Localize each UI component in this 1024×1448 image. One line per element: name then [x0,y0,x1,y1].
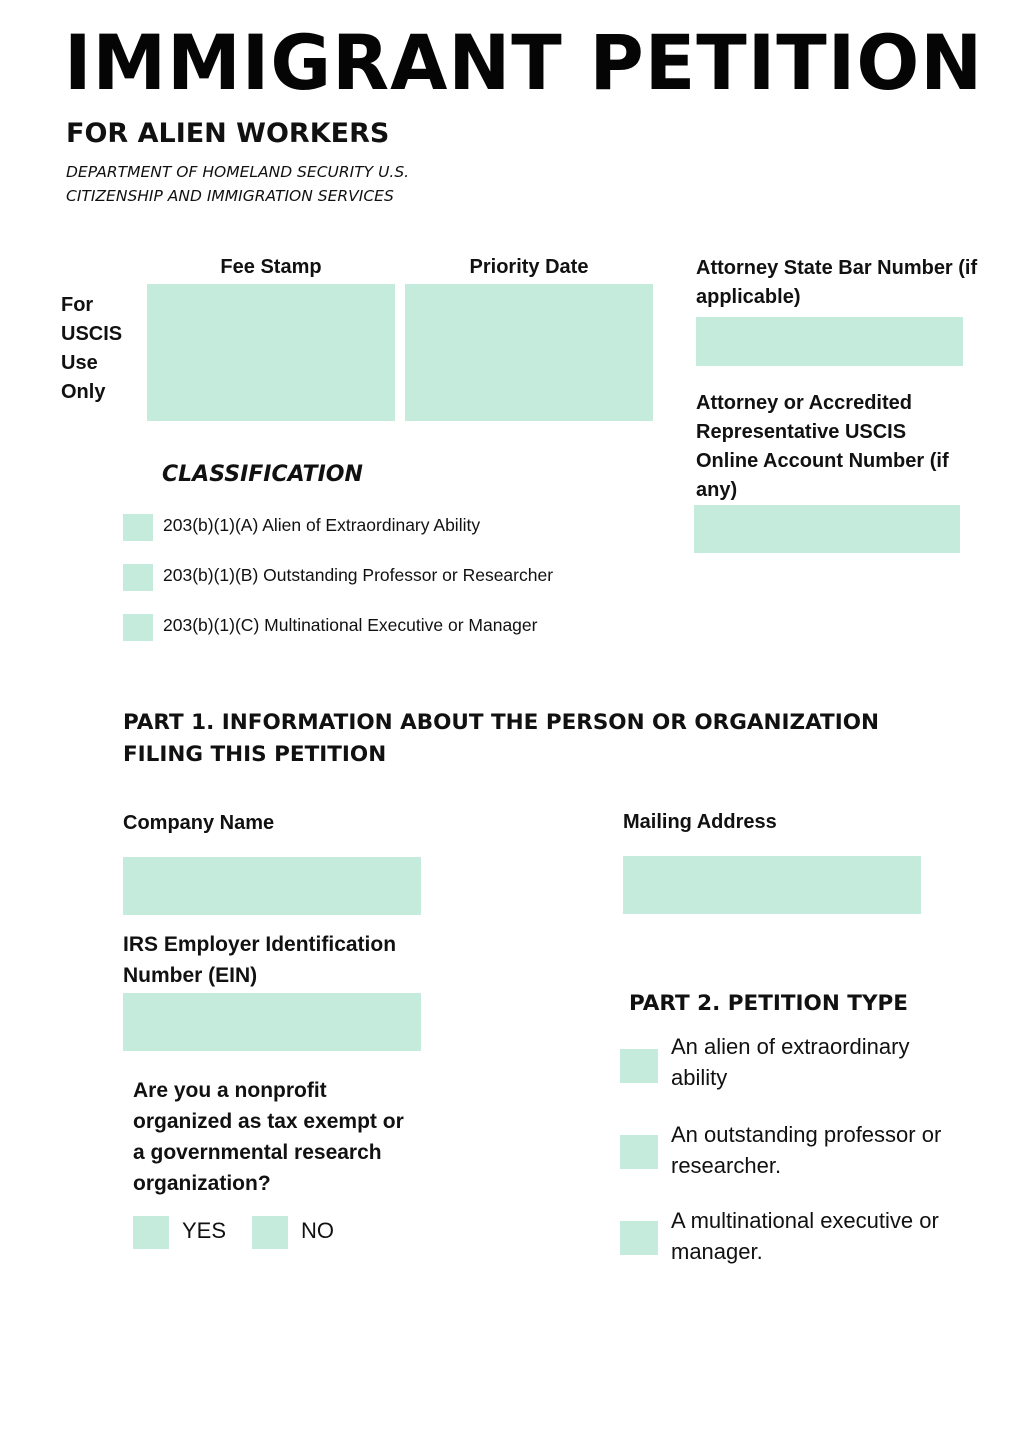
classification-b-checkbox[interactable] [123,564,153,591]
classification-c-label: 203(b)(1)(C) Multinational Executive or Manager [163,615,538,635]
part2-heading: PART 2. PETITION TYPE [629,991,908,1016]
attorney-bar-number-label: Attorney State Bar Number (if applicable) [696,257,978,308]
page-subtitle: FOR ALIEN WORKERS [66,118,390,149]
priority-date-label: Priority Date [469,256,589,278]
company-name-field[interactable] [123,857,421,915]
mailing-address-field[interactable] [623,856,921,914]
attorney-bar-number-field[interactable] [696,317,963,366]
classification-a-label: 203(b)(1)(A) Alien of Extraordinary Ability [163,515,481,535]
mailing-address-label: Mailing Address [623,811,777,833]
ein-field[interactable] [123,993,421,1051]
nonprofit-no-label: NO [301,1218,334,1243]
petition-type-professor-checkbox[interactable] [620,1135,658,1169]
uscis-use-only-label: For USCIS Use Only [61,294,123,403]
attorney-account-number-label: Attorney or Accredited Representative USCIS Online Account Number (if any) [696,392,949,501]
petition-type-professor-label: An outstanding professor or researcher. [671,1122,942,1178]
company-name-label: Company Name [123,812,275,834]
page-title: IMMIGRANT PETITION [64,18,984,108]
classification-heading: CLASSIFICATION [162,462,363,487]
petition-type-executive-checkbox[interactable] [620,1221,658,1255]
petition-type-executive-label: A multinational executive or manager. [671,1208,939,1264]
department-text: DEPARTMENT OF HOMELAND SECURITY U.S. CITIZENSHIP AND IMMIGRATION SERVICES [66,163,410,205]
petition-type-extraordinary-label: An alien of extraordinary ability [671,1034,910,1090]
attorney-account-number-field[interactable] [694,505,960,553]
petition-type-extraordinary-checkbox[interactable] [620,1049,658,1083]
classification-c-checkbox[interactable] [123,614,153,641]
classification-a-checkbox[interactable] [123,514,153,541]
nonprofit-no-checkbox[interactable] [252,1216,288,1249]
classification-b-label: 203(b)(1)(B) Outstanding Professor or Researcher [163,565,554,585]
part1-heading: PART 1. INFORMATION ABOUT THE PERSON OR ORGANIZATION FILING THIS PETITION [123,710,879,767]
priority-date-field[interactable] [405,284,653,421]
fee-stamp-label: Fee Stamp [220,256,322,278]
nonprofit-question: Are you a nonprofit organized as tax exempt or a governmental research organization? [133,1079,404,1195]
nonprofit-yes-label: YES [182,1218,227,1243]
fee-stamp-field[interactable] [147,284,395,421]
nonprofit-yes-checkbox[interactable] [133,1216,169,1249]
ein-label: IRS Employer Identification Number (EIN) [123,933,397,987]
